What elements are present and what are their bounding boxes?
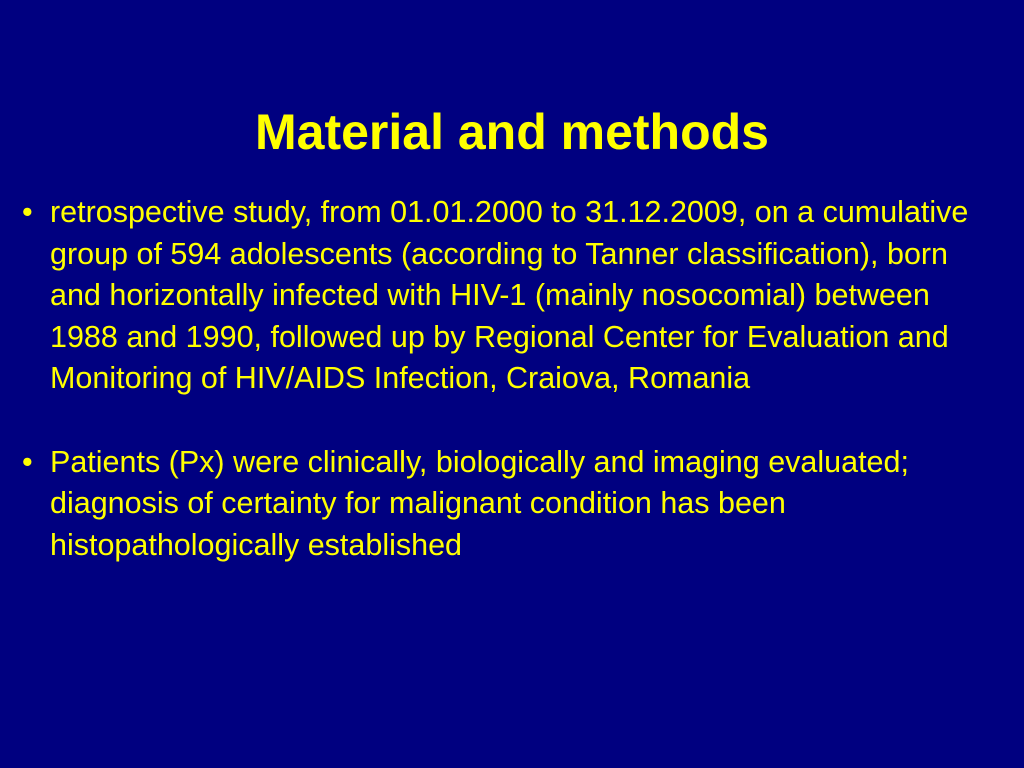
bullet-text: Patients (Px) were clinically, biologically and imaging evaluated; diagnosis of certainty for malignant condition has been histopathologically established (50, 444, 909, 562)
bullet-dot-icon: • (22, 444, 33, 479)
bullet-dot-icon: • (22, 195, 33, 229)
bullet-text: retrospective study, from 01.01.2000 to 31.12.2009, on a cumulative group of 594 adolescents (according to Tanner classification), born and horizontally infected with HIV-1 (mainly nosocomial) between 1988 and 1990, followed up by Regional Center for Evaluation and Monitoring of HIV/AIDS Infection, Craiova, Romania (50, 195, 969, 395)
bullet-item-patient-evaluation (20, 442, 1000, 567)
slide-title: Material and methods (255, 104, 769, 160)
bullet-list (20, 192, 1000, 566)
bullet-item-study-design (20, 192, 1000, 400)
